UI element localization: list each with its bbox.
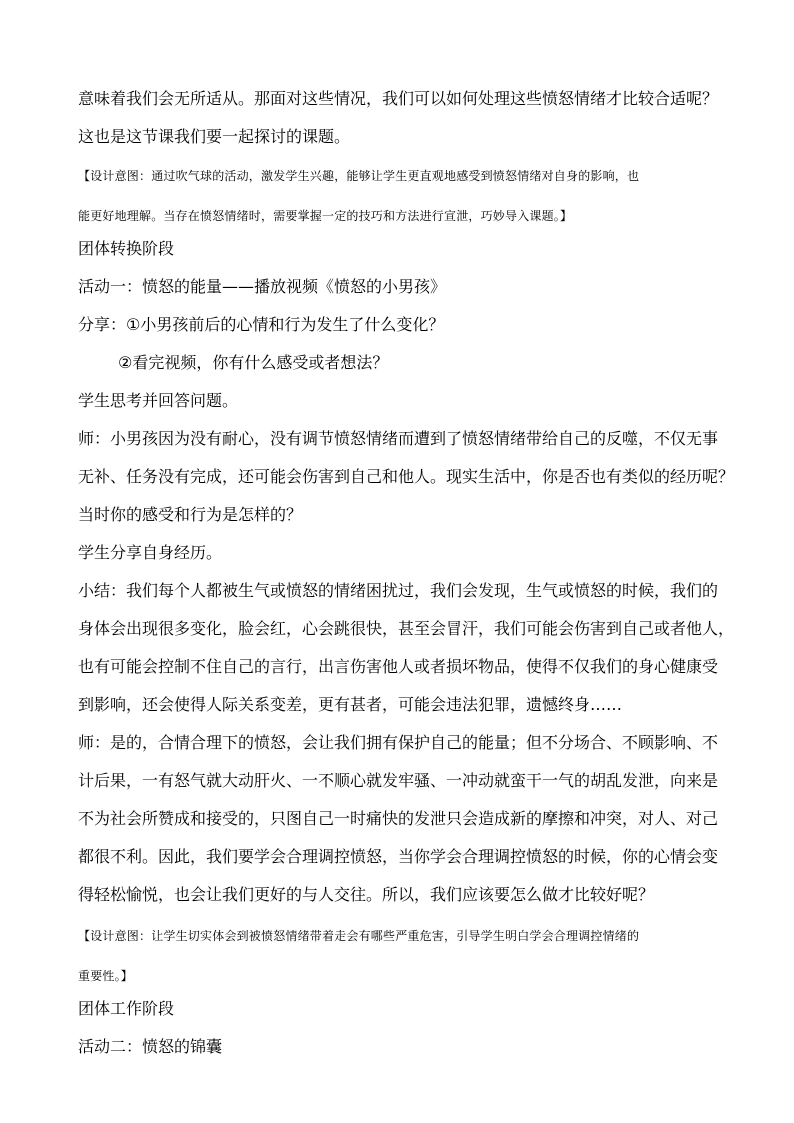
summary-line: 也有可能会控制不住自己的言行，出言伤害他人或者损坏物品，使得不仅我们的身心健康受 <box>78 657 719 676</box>
teacher-line: 师：是的，合情合理下的愤怒，会让我们拥有保护自己的能量；但不分场合、不顾影响、不 <box>78 733 719 752</box>
summary-line: 身体会出现很多变化，脸会红，心会跳很快，甚至会冒汗，我们可能会伤害到自己或者他人， <box>78 619 735 638</box>
design-intent-note: 能更好地理解。当存在愤怒情绪时，需要掌握一定的技巧和方法进行宣泄，巧妙导入课题。】 <box>78 209 573 223</box>
teacher-line: 得轻松愉悦，也会让我们更好的与人交往。所以，我们应该要怎么做才比较好呢？ <box>78 885 655 904</box>
share-question: ②看完视频，你有什么感受或者想法？ <box>118 353 389 372</box>
teacher-line: 师：小男孩因为没有耐心，没有调节愤怒情绪而遭到了愤怒情绪带给自己的反噬，不仅无事 <box>78 429 719 448</box>
teacher-line: 计后果，一有怒气就大动肝火、一不顺心就发牢骚、一冲动就蛮干一气的胡乱发泄，向来是 <box>78 771 719 790</box>
teacher-line: 不为社会所赞成和接受的，只图自己一时痛快的发泄只会造成新的摩擦和冲突，对人、对己 <box>78 809 719 828</box>
design-intent-note: 【设计意图：让学生切实体会到被愤怒情绪带着走会有哪些严重危害，引导学生明白学会合理调控情绪的 <box>78 929 640 943</box>
design-intent-note: 重要性。】 <box>78 969 134 983</box>
body-line: 意味着我们会无所适从。那面对这些情况，我们可以如何处理这些愤怒情绪才比较合适呢？ <box>78 89 719 108</box>
design-intent-note: 【设计意图：通过吹气球的活动，激发学生兴趣，能够让学生更直观地感受到愤怒情绪对自身的影响，也 <box>78 169 640 183</box>
section-heading: 团体转换阶段 <box>78 239 175 258</box>
share-question: 分享：①小男孩前后的心情和行为发生了什么变化？ <box>78 315 445 334</box>
body-line: 学生分享自身经历。 <box>78 543 223 562</box>
activity-heading: 活动二：愤怒的锦囊 <box>78 1037 223 1056</box>
section-heading: 团体工作阶段 <box>78 999 175 1018</box>
activity-heading: 活动一：愤怒的能量——播放视频《愤怒的小男孩》 <box>78 277 447 296</box>
teacher-line: 都很不利。因此，我们要学会合理调控愤怒，当你学会合理调控愤怒的时候，你的心情会变 <box>78 847 719 866</box>
body-line: 这也是这节课我们要一起探讨的课题。 <box>78 127 351 146</box>
summary-line: 到影响，还会使得人际关系变差，更有甚者，可能会违法犯罪，遗憾终身…… <box>78 695 623 714</box>
summary-line: 小结：我们每个人都被生气或愤怒的情绪困扰过，我们会发现，生气或愤怒的时候，我们的 <box>78 581 719 600</box>
body-line: 学生思考并回答问题。 <box>78 391 239 410</box>
teacher-line: 当时你的感受和行为是怎样的？ <box>78 505 303 524</box>
teacher-line: 无补、任务没有完成，还可能会伤害到自己和他人。现实生活中，你是否也有类似的经历呢？ <box>78 467 735 486</box>
